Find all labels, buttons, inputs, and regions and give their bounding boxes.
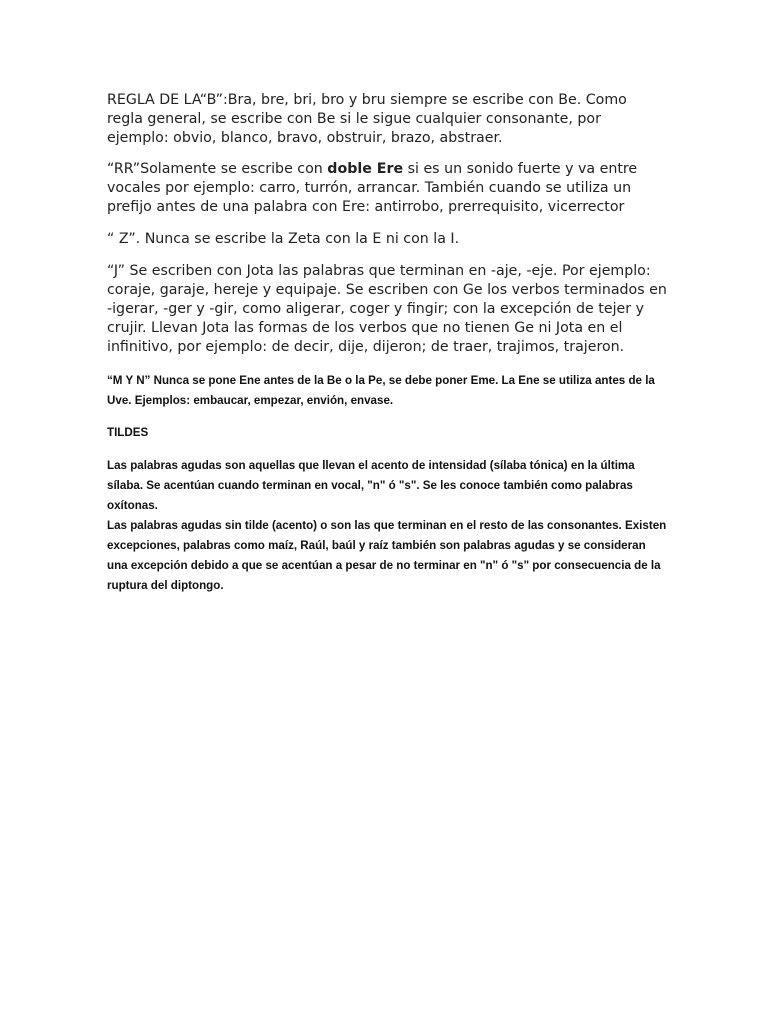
agudas-definition-paragraph: Las palabras agudas son aquellas que llevan el acento de intensidad (sílaba tónica) en la última sílaba. Se acentúan cuando terminan en vocal, "n" ó "s". Se les conoce también como palabras oxítonas. (107, 459, 635, 512)
rule-j-paragraph: “J” Se escriben con Jota las palabras que terminan en -aje, -eje. Por ejemplo: coraje, garaje, hereje y equipaje. Se escriben con Ge los verbos terminados en -igerar, -ger y -gir, como aligerar, coger y fingir; con la excepción de tejer y crujir. Llevan Jota las formas de los verbos que no tienen Ge ni Jota en el infinitivo, por ejemplo: de decir, dije, dijeron; de traer, trajimos, trajeron. (107, 263, 667, 355)
rule-rr-bold-term: doble Ere (327, 161, 404, 177)
rule-b-paragraph: REGLA DE LA“B”:Bra, bre, bri, bro y bru siempre se escribe con Be. Como regla general, se escribe con Be si le sigue cualquier consonante, por ejemplo: obvio, blanco, bravo, obstruir, brazo, abstraer. (107, 92, 627, 146)
rule-rr-text-end: si es un sonido fuerte y va entre vocales por ejemplo: carro, turrón, arrancar. También cuando se utiliza un prefijo antes de una palabra con Ere: antirrobo, prerrequisito, vicerrector (107, 161, 638, 215)
tildes-heading: TILDES (107, 426, 149, 439)
agudas-exceptions-paragraph: Las palabras agudas sin tilde (acento) o son las que terminan en el resto de las consonantes. Existen excepciones, palabras como maíz, Raúl, baúl y raíz también son palabras agudas y se consideran una excepción debido a que se acentúan a pesar de no terminar en "n" ó "s" por consecuencia de la ruptura del diptongo. (107, 519, 667, 592)
tildes-section (107, 456, 667, 596)
rule-rr-text-start: “RR”Solamente se escribe con (107, 161, 328, 177)
rule-z-paragraph: “ Z”. Nunca se escribe la Zeta con la E ni con la I. (107, 231, 460, 247)
rule-rr-paragraph (107, 160, 667, 217)
rule-m-n-paragraph: “M Y N” Nunca se pone Ene antes de la Be o la Pe, se debe poner Eme. La Ene se utiliza antes de la Uve. Ejemplos: embaucar, empezar, envión, envase. (107, 374, 655, 407)
